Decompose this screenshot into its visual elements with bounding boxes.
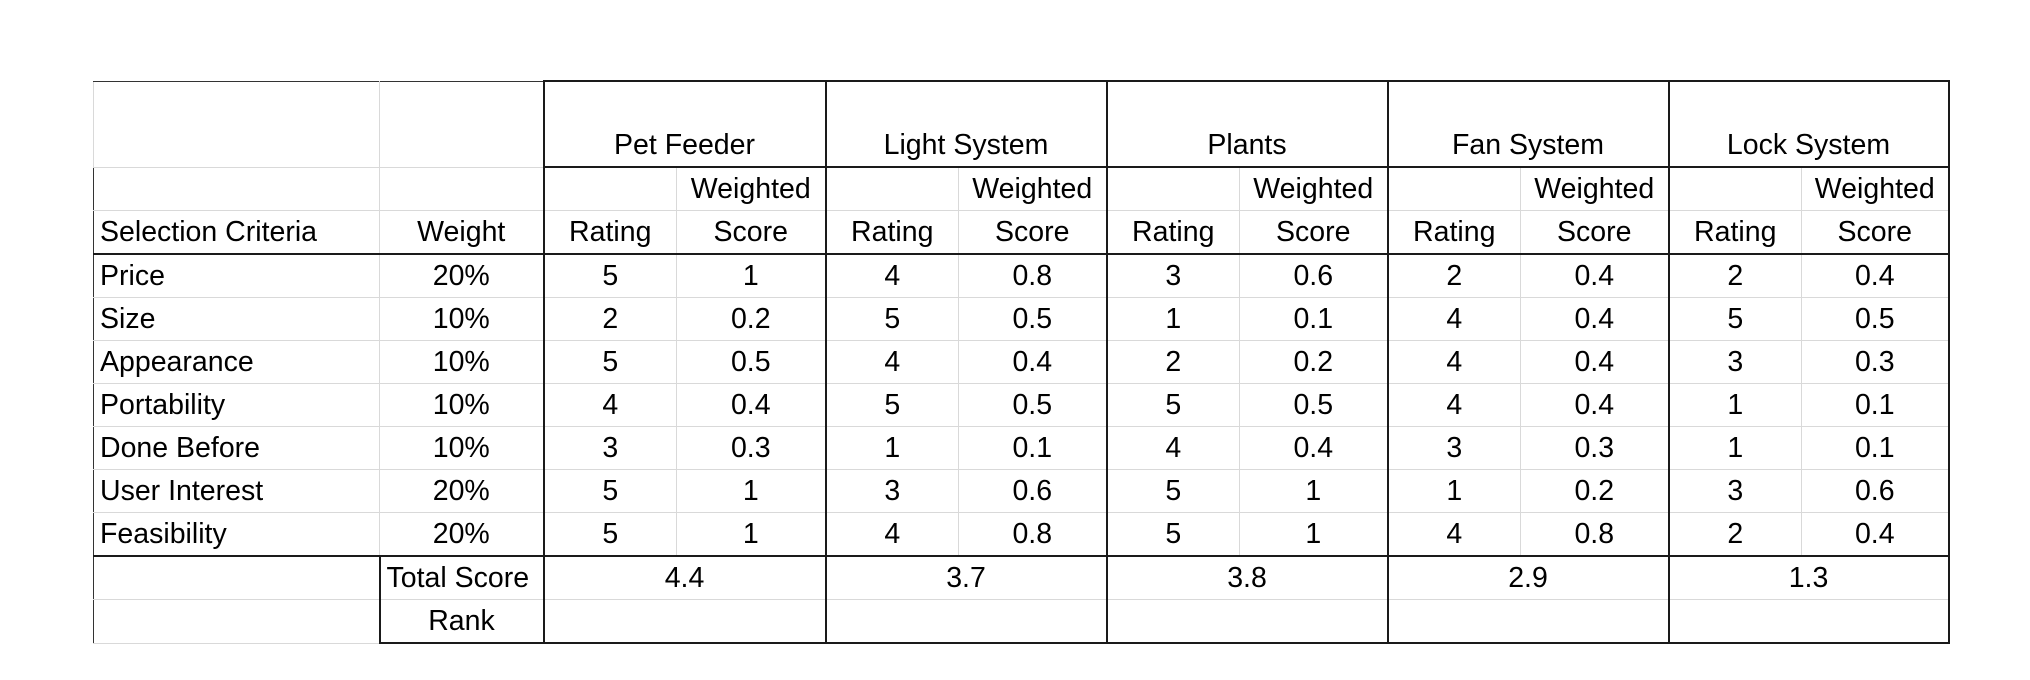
rating-value: 2 (1388, 254, 1521, 298)
weighted-score-value: 0.3 (1521, 427, 1669, 470)
criteria-row (94, 341, 1949, 384)
rating-value: 1 (1669, 384, 1802, 427)
weighted-score-value: 0.6 (959, 470, 1107, 513)
weighted-score-value: 0.2 (677, 298, 826, 341)
rating-header: Rating (826, 211, 959, 255)
weighted-score-header: Score (1521, 211, 1669, 255)
weighted-score-value: 0.1 (1802, 384, 1949, 427)
weighted-score-value: 0.5 (959, 384, 1107, 427)
weighted-score-value: 0.8 (959, 513, 1107, 557)
weighted-score-value: 0.1 (1802, 427, 1949, 470)
weighted-score-value: 0.8 (1521, 513, 1669, 557)
criterion-label: Feasibility (94, 513, 380, 557)
rating-header-spacer (1107, 167, 1240, 211)
weighted-score-value: 0.1 (959, 427, 1107, 470)
weighted-score-header: Weighted (959, 167, 1107, 211)
rating-value: 5 (544, 470, 677, 513)
criterion-label: Portability (94, 384, 380, 427)
option-header: Plants (1107, 81, 1388, 167)
rank-value (544, 600, 826, 644)
weighted-score-value: 0.3 (677, 427, 826, 470)
rating-value: 5 (544, 254, 677, 298)
rating-value: 4 (1107, 427, 1240, 470)
rating-value: 5 (1107, 384, 1240, 427)
weighted-score-value: 0.4 (1521, 254, 1669, 298)
rating-value: 4 (1388, 341, 1521, 384)
weighted-score-value: 0.6 (1240, 254, 1388, 298)
weight-value: 20% (380, 513, 544, 557)
criterion-label: User Interest (94, 470, 380, 513)
total-score-value: 3.8 (1107, 556, 1388, 600)
weight-value: 20% (380, 254, 544, 298)
rating-value: 5 (1107, 470, 1240, 513)
rating-value: 5 (1669, 298, 1802, 341)
option-header-row (94, 81, 1949, 167)
blank-header-cell (380, 81, 544, 167)
rating-value: 3 (1107, 254, 1240, 298)
weighted-score-value: 1 (1240, 470, 1388, 513)
weighted-score-header: Weighted (1240, 167, 1388, 211)
blank-footer-cell (94, 556, 380, 600)
weight-value: 10% (380, 427, 544, 470)
rating-value: 5 (544, 341, 677, 384)
weighted-score-header: Score (677, 211, 826, 255)
rating-value: 3 (826, 470, 959, 513)
rating-header-spacer (544, 167, 677, 211)
criterion-label: Price (94, 254, 380, 298)
rating-value: 4 (544, 384, 677, 427)
rating-value: 5 (1107, 513, 1240, 557)
criteria-rows (94, 254, 1949, 556)
weighted-score-value: 0.2 (1521, 470, 1669, 513)
rating-value: 4 (826, 254, 959, 298)
blank-footer-cell (94, 600, 380, 644)
weighted-score-value: 0.6 (1802, 470, 1949, 513)
weighted-score-value: 0.4 (1521, 384, 1669, 427)
weighted-score-value: 1 (677, 254, 826, 298)
rating-value: 3 (1388, 427, 1521, 470)
weighted-score-value: 0.5 (1802, 298, 1949, 341)
option-header: Light System (826, 81, 1107, 167)
weighted-score-value: 1 (677, 513, 826, 557)
weighted-score-value: 0.2 (1240, 341, 1388, 384)
rating-value: 5 (544, 513, 677, 557)
weight-value: 20% (380, 470, 544, 513)
criterion-label: Appearance (94, 341, 380, 384)
weighted-score-header: Weighted (1802, 167, 1949, 211)
rating-header: Rating (1107, 211, 1240, 255)
rating-header-spacer (1388, 167, 1521, 211)
option-header: Fan System (1388, 81, 1669, 167)
rank-label: Rank (380, 600, 544, 644)
criteria-header-spacer (94, 167, 380, 211)
total-score-value: 2.9 (1388, 556, 1669, 600)
rating-header-spacer (826, 167, 959, 211)
criterion-label: Size (94, 298, 380, 341)
weighted-score-value: 0.5 (1240, 384, 1388, 427)
weighted-score-value: 0.4 (1521, 341, 1669, 384)
selection-criteria-header: Selection Criteria (94, 211, 380, 255)
criteria-row (94, 470, 1949, 513)
weight-value: 10% (380, 298, 544, 341)
weighted-score-header: Weighted (677, 167, 826, 211)
weighted-score-header: Weighted (1521, 167, 1669, 211)
rating-header: Rating (1388, 211, 1521, 255)
total-score-value: 3.7 (826, 556, 1107, 600)
rating-header: Rating (544, 211, 677, 255)
rank-value (1669, 600, 1949, 644)
rating-value: 4 (1388, 298, 1521, 341)
weighted-score-value: 0.5 (959, 298, 1107, 341)
weighted-score-value: 0.4 (1240, 427, 1388, 470)
criteria-row (94, 513, 1949, 557)
column-header-row (94, 167, 1949, 211)
weighted-score-value: 0.4 (677, 384, 826, 427)
rating-value: 4 (826, 341, 959, 384)
rating-value: 2 (1107, 341, 1240, 384)
rating-value: 3 (1669, 341, 1802, 384)
rating-value: 4 (1388, 513, 1521, 557)
criterion-label: Done Before (94, 427, 380, 470)
criteria-row (94, 298, 1949, 341)
weighted-score-header: Score (1802, 211, 1949, 255)
rank-value (826, 600, 1107, 644)
weighted-score-value: 0.4 (959, 341, 1107, 384)
criteria-row (94, 427, 1949, 470)
rating-value: 1 (1669, 427, 1802, 470)
option-header: Lock System (1669, 81, 1949, 167)
rating-value: 3 (544, 427, 677, 470)
criteria-row (94, 384, 1949, 427)
weighted-score-value: 0.4 (1802, 254, 1949, 298)
weighted-score-value: 1 (1240, 513, 1388, 557)
weight-header: Weight (380, 211, 544, 255)
rating-value: 1 (826, 427, 959, 470)
weighted-score-value: 0.3 (1802, 341, 1949, 384)
rank-value (1107, 600, 1388, 644)
total-score-label: Total Score (380, 556, 544, 600)
total-score-value: 1.3 (1669, 556, 1949, 600)
column-header-row (94, 211, 1949, 255)
weighted-score-value: 1 (677, 470, 826, 513)
weighted-score-header: Score (1240, 211, 1388, 255)
rating-value: 2 (544, 298, 677, 341)
weighted-score-value: 0.1 (1240, 298, 1388, 341)
criteria-row (94, 254, 1949, 298)
weighted-score-value: 0.4 (1521, 298, 1669, 341)
weight-value: 10% (380, 341, 544, 384)
weighted-score-value: 0.8 (959, 254, 1107, 298)
weighted-score-header: Score (959, 211, 1107, 255)
rank-row (94, 600, 1949, 644)
rating-header: Rating (1669, 211, 1802, 255)
rating-header-spacer (1669, 167, 1802, 211)
rating-value: 4 (826, 513, 959, 557)
rank-value (1388, 600, 1669, 644)
weighted-score-value: 0.5 (677, 341, 826, 384)
total-score-value: 4.4 (544, 556, 826, 600)
rating-value: 4 (1388, 384, 1521, 427)
rating-value: 1 (1107, 298, 1240, 341)
weighted-score-value: 0.4 (1802, 513, 1949, 557)
rating-value: 1 (1388, 470, 1521, 513)
rating-value: 3 (1669, 470, 1802, 513)
rating-value: 5 (826, 298, 959, 341)
weight-value: 10% (380, 384, 544, 427)
option-header: Pet Feeder (544, 81, 826, 167)
rating-value: 2 (1669, 254, 1802, 298)
rating-value: 5 (826, 384, 959, 427)
decision-matrix-table (93, 80, 1950, 644)
weight-header-spacer (380, 167, 544, 211)
total-score-row (94, 556, 1949, 600)
rating-value: 2 (1669, 513, 1802, 557)
blank-header-cell (94, 81, 380, 167)
